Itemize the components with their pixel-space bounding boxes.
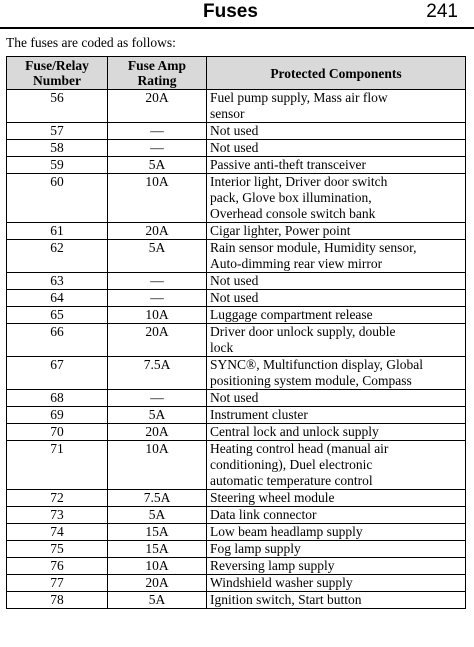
fuse-rating-cell: 5A (108, 507, 207, 524)
component-line: automatic temperature control (210, 473, 373, 488)
column-header-number-line: Number (33, 73, 81, 88)
page-number: 241 (426, 1, 458, 22)
fuse-number-cell: 58 (7, 140, 108, 157)
component-line: Steering wheel module (210, 490, 335, 505)
table-row (7, 307, 466, 324)
protected-components-cell (207, 223, 466, 240)
table-row (7, 174, 466, 223)
protected-components-cell (207, 123, 466, 140)
column-header-components (207, 57, 466, 90)
table-row (7, 223, 466, 240)
fuse-number-cell: 61 (7, 223, 108, 240)
table-row (7, 507, 466, 524)
component-line: positioning system module, Compass (210, 373, 412, 388)
table-header-row (7, 57, 466, 90)
component-line: Not used (210, 290, 259, 305)
fuse-rating-cell: — (108, 123, 207, 140)
protected-components-cell (207, 507, 466, 524)
fuse-number-cell: 66 (7, 324, 108, 357)
table-row (7, 240, 466, 273)
component-line: Instrument cluster (210, 407, 308, 422)
table-row (7, 558, 466, 575)
protected-components-cell (207, 441, 466, 490)
component-line: Rain sensor module, Humidity sensor, (210, 240, 417, 255)
component-line: Data link connector (210, 507, 317, 522)
protected-components-cell (207, 390, 466, 407)
fuse-rating-cell: 20A (108, 223, 207, 240)
protected-components-cell (207, 592, 466, 609)
fuse-number-cell: 57 (7, 123, 108, 140)
component-line: Not used (210, 123, 259, 138)
page-title: Fuses (203, 1, 258, 22)
fuse-rating-cell: 20A (108, 575, 207, 592)
fuse-rating-cell: 15A (108, 524, 207, 541)
table-row (7, 324, 466, 357)
protected-components-cell (207, 174, 466, 223)
fuse-number-cell: 75 (7, 541, 108, 558)
fuse-table (6, 56, 466, 609)
fuse-number-cell: 64 (7, 290, 108, 307)
fuse-rating-cell: 5A (108, 592, 207, 609)
intro-text: The fuses are coded as follows: (6, 35, 176, 50)
fuse-number-cell: 68 (7, 390, 108, 407)
table-row (7, 490, 466, 507)
table-row (7, 390, 466, 407)
table-row (7, 524, 466, 541)
fuse-number-cell: 59 (7, 157, 108, 174)
table-row (7, 273, 466, 290)
protected-components-cell (207, 575, 466, 592)
column-header-number (7, 57, 108, 90)
column-header-number-line: Fuse/Relay (25, 58, 89, 73)
column-header-components-line: Protected Components (270, 65, 402, 81)
component-line: Not used (210, 273, 259, 288)
fuse-rating-cell: 20A (108, 90, 207, 123)
fuse-number-cell: 72 (7, 490, 108, 507)
component-line: Auto-dimming rear view mirror (210, 256, 383, 271)
protected-components-cell (207, 407, 466, 424)
fuse-number-cell: 63 (7, 273, 108, 290)
fuse-rating-cell: 15A (108, 541, 207, 558)
fuse-rating-cell: 20A (108, 324, 207, 357)
component-line: Not used (210, 140, 259, 155)
component-line: Driver door unlock supply, double (210, 324, 396, 339)
fuse-number-cell: 74 (7, 524, 108, 541)
fuse-number-cell: 73 (7, 507, 108, 524)
protected-components-cell (207, 157, 466, 174)
component-line: pack, Glove box illumination, (210, 190, 372, 205)
component-line: Fog lamp supply (210, 541, 301, 556)
table-row (7, 407, 466, 424)
protected-components-cell (207, 273, 466, 290)
component-line: Luggage compartment release (210, 307, 373, 322)
fuse-rating-cell: 20A (108, 424, 207, 441)
protected-components-cell (207, 140, 466, 157)
fuse-rating-cell: 10A (108, 307, 207, 324)
fuse-number-cell: 70 (7, 424, 108, 441)
protected-components-cell (207, 541, 466, 558)
table-row (7, 123, 466, 140)
component-line: lock (210, 340, 234, 355)
fuse-number-cell: 69 (7, 407, 108, 424)
table-row (7, 575, 466, 592)
fuse-rating-cell: 5A (108, 407, 207, 424)
table-row (7, 357, 466, 390)
component-line: SYNC®, Multifunction display, Global (210, 357, 424, 372)
component-line: Ignition switch, Start button (210, 592, 362, 607)
fuse-number-cell: 67 (7, 357, 108, 390)
component-line: Overhead console switch bank (210, 206, 376, 221)
fuse-rating-cell: 7.5A (108, 357, 207, 390)
fuse-number-cell: 76 (7, 558, 108, 575)
protected-components-cell (207, 307, 466, 324)
fuse-rating-cell: — (108, 273, 207, 290)
table-row (7, 140, 466, 157)
component-line: conditioning), Duel electronic (210, 457, 373, 472)
fuse-number-cell: 71 (7, 441, 108, 490)
protected-components-cell (207, 357, 466, 390)
fuse-rating-cell: 5A (108, 240, 207, 273)
table-row (7, 592, 466, 609)
component-line: Cigar lighter, Power point (210, 223, 351, 238)
component-line: Fuel pump supply, Mass air flow (210, 90, 388, 105)
fuse-rating-cell: 7.5A (108, 490, 207, 507)
component-line: Windshield washer supply (210, 575, 353, 590)
page-header (0, 0, 474, 27)
protected-components-cell (207, 90, 466, 123)
table-row (7, 90, 466, 123)
fuse-number-cell: 62 (7, 240, 108, 273)
fuse-rating-cell: — (108, 390, 207, 407)
fuse-number-cell: 78 (7, 592, 108, 609)
protected-components-cell (207, 558, 466, 575)
column-header-rating (108, 57, 207, 90)
fuse-number-cell: 56 (7, 90, 108, 123)
fuse-rating-cell: 5A (108, 157, 207, 174)
component-line: Reversing lamp supply (210, 558, 335, 573)
component-line: Interior light, Driver door switch (210, 174, 388, 189)
column-header-rating-line: Rating (137, 73, 177, 88)
component-line: Heating control head (manual air (210, 441, 389, 456)
table-row (7, 424, 466, 441)
fuse-rating-cell: — (108, 290, 207, 307)
table-row (7, 290, 466, 307)
fuse-number-cell: 65 (7, 307, 108, 324)
component-line: Passive anti-theft transceiver (210, 157, 366, 172)
component-line: sensor (210, 106, 245, 121)
fuse-number-cell: 77 (7, 575, 108, 592)
fuse-rating-cell: — (108, 140, 207, 157)
fuse-rating-cell: 10A (108, 441, 207, 490)
component-line: Low beam headlamp supply (210, 524, 363, 539)
table-row (7, 157, 466, 174)
protected-components-cell (207, 524, 466, 541)
protected-components-cell (207, 424, 466, 441)
protected-components-cell (207, 490, 466, 507)
fuse-number-cell: 60 (7, 174, 108, 223)
component-line: Central lock and unlock supply (210, 424, 379, 439)
fuse-table-body (7, 90, 466, 609)
protected-components-cell (207, 240, 466, 273)
protected-components-cell (207, 324, 466, 357)
fuse-rating-cell: 10A (108, 174, 207, 223)
header-divider (0, 27, 474, 29)
protected-components-cell (207, 290, 466, 307)
table-row (7, 441, 466, 490)
column-header-rating-line: Fuse Amp (127, 58, 187, 73)
component-line: Not used (210, 390, 259, 405)
table-row (7, 541, 466, 558)
fuse-rating-cell: 10A (108, 558, 207, 575)
